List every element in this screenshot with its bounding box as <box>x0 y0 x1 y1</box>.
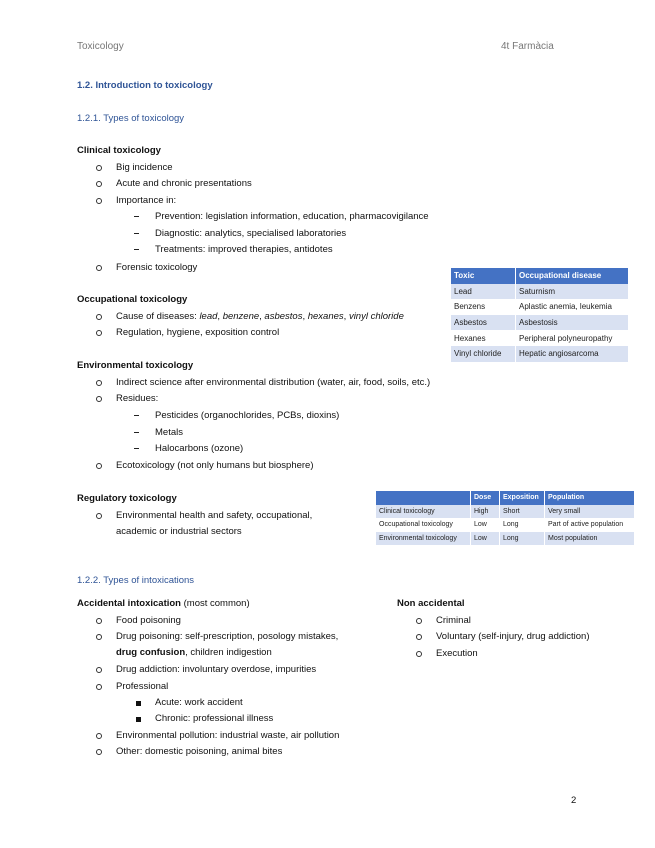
cause-item: hexanes <box>307 311 344 322</box>
drug-line-rest: , children indigestion <box>185 647 272 658</box>
bullet-circle-icon <box>96 330 102 336</box>
list-item: Drug addiction: involuntary overdose, impurities <box>116 664 317 675</box>
clinical-title: Clinical toxicology <box>77 145 161 156</box>
list-item: Diagnostic: analytics, specialised laboratories <box>155 228 347 239</box>
list-item: Acute: work accident <box>155 697 243 708</box>
subsection-title-types-of-toxicology: 1.2.1. Types of toxicology <box>77 113 185 124</box>
table-cell: Benzens <box>451 299 516 315</box>
bullet-circle-icon <box>96 165 102 171</box>
table-cell: Long <box>500 518 545 532</box>
table-row <box>451 346 628 362</box>
bullet-circle-icon <box>96 380 102 386</box>
cause-item: lead <box>199 311 218 322</box>
list-item: Environmental health and safety, occupational, <box>116 510 313 521</box>
table-cell: Occupational toxicology <box>376 518 471 532</box>
table-cell: Hepatic angiosarcoma <box>516 346 629 362</box>
bullet-circle-icon <box>416 634 422 640</box>
table-cell: Peripheral polyneuropathy <box>516 330 629 346</box>
page-number: 2 <box>571 795 577 806</box>
occupational-disease-table <box>451 268 628 362</box>
bullet-dash-icon <box>134 216 139 217</box>
bullet-dash-icon <box>134 432 139 433</box>
table-cell: Environmental toxicology <box>376 532 471 546</box>
table-cell: Aplastic anemia, leukemia <box>516 299 629 315</box>
cause-prefix: Cause of diseases: <box>116 311 200 322</box>
toxicology-comparison-table <box>376 491 635 545</box>
table-cell: Clinical toxicology <box>376 505 471 519</box>
bullet-circle-icon <box>96 684 102 690</box>
bullet-circle-icon <box>96 265 102 271</box>
cause-item: vinyl chloride <box>348 311 404 322</box>
list-item: Other: domestic poisoning, animal bites <box>116 746 283 757</box>
table-cell: Hexanes <box>451 330 516 346</box>
table-cell: Long <box>500 532 545 546</box>
list-item: Residues: <box>116 393 159 404</box>
bullet-circle-icon <box>96 181 102 187</box>
table-cell: Low <box>471 532 500 546</box>
table-cell: Part of active population <box>545 518 635 532</box>
table-cell: Asbestosis <box>516 315 629 331</box>
table-row <box>376 505 635 519</box>
environmental-title: Environmental toxicology <box>77 360 194 371</box>
list-item: Indirect science after environmental distribution (water, air, food, soils, etc.) <box>116 377 431 388</box>
subsection-title-types-of-intoxications: 1.2.2. Types of intoxications <box>77 575 195 586</box>
table-header-cell: Toxic <box>451 268 516 284</box>
bullet-circle-icon <box>96 618 102 624</box>
list-item: Metals <box>155 427 183 438</box>
header-left: Toxicology <box>77 41 124 52</box>
bullet-square-icon <box>136 701 141 706</box>
list-item: Regulation, hygiene, exposition control <box>116 327 280 338</box>
table-header-row <box>376 491 635 505</box>
table-cell: Saturnism <box>516 284 629 300</box>
bullet-circle-icon <box>96 198 102 204</box>
bullet-circle-icon <box>96 396 102 402</box>
list-item: Chronic: professional illness <box>155 713 274 724</box>
list-item-continuation: academic or industrial sectors <box>116 526 242 537</box>
accidental-title-bold: Accidental intoxication <box>77 598 181 609</box>
occupational-title: Occupational toxicology <box>77 294 188 305</box>
table-row <box>376 518 635 532</box>
list-item: Professional <box>116 681 169 692</box>
separator: , <box>217 311 223 322</box>
table-row <box>376 532 635 546</box>
table-header-cell: Population <box>545 491 635 505</box>
table-row <box>451 330 628 346</box>
separator: , <box>302 311 308 322</box>
cause-item: benzene <box>222 311 260 322</box>
cause-item: asbestos <box>264 311 303 322</box>
bullet-dash-icon <box>134 249 139 250</box>
bullet-circle-icon <box>416 618 422 624</box>
list-item: Treatments: improved therapies, antidotes <box>155 244 333 255</box>
list-item: Food poisoning <box>116 615 181 626</box>
list-item: Acute and chronic presentations <box>116 178 252 189</box>
list-item-cause-of-diseases <box>116 311 404 322</box>
list-item-continuation <box>116 647 272 658</box>
bullet-circle-icon <box>96 463 102 469</box>
table-header-row <box>451 268 628 284</box>
regulatory-title: Regulatory toxicology <box>77 493 177 504</box>
bullet-circle-icon <box>416 651 422 657</box>
separator: , <box>343 311 349 322</box>
list-item: Drug poisoning: self-prescription, posology mistakes, <box>116 631 339 642</box>
table-cell: Very small <box>545 505 635 519</box>
bullet-circle-icon <box>96 513 102 519</box>
table-row <box>451 284 628 300</box>
table-header-cell: Occupational disease <box>516 268 629 284</box>
header-right: 4t Farmàcia <box>501 41 554 52</box>
bullet-circle-icon <box>96 634 102 640</box>
table-row <box>451 299 628 315</box>
table-cell: Asbestos <box>451 315 516 331</box>
bullet-circle-icon <box>96 667 102 673</box>
table-header-cell: Exposition <box>500 491 545 505</box>
drug-confusion-bold: drug confusion <box>116 647 186 658</box>
separator: , <box>259 311 265 322</box>
list-item: Execution <box>436 648 478 659</box>
table-cell: Lead <box>451 284 516 300</box>
bullet-dash-icon <box>134 233 139 234</box>
list-item: Halocarbons (ozone) <box>155 443 244 454</box>
accidental-title <box>77 598 250 609</box>
list-item: Importance in: <box>116 195 177 206</box>
list-item: Forensic toxicology <box>116 262 198 273</box>
list-item: Criminal <box>436 615 471 626</box>
accidental-title-suffix: (most common) <box>181 598 250 609</box>
bullet-circle-icon <box>96 749 102 755</box>
table-row <box>451 315 628 331</box>
table-cell: High <box>471 505 500 519</box>
bullet-dash-icon <box>134 448 139 449</box>
list-item: Prevention: legislation information, education, pharmacovigilance <box>155 211 429 222</box>
list-item: Big incidence <box>116 162 173 173</box>
list-item: Pesticides (organochlorides, PCBs, dioxins) <box>155 410 340 421</box>
table-header-cell: Dose <box>471 491 500 505</box>
bullet-circle-icon <box>96 733 102 739</box>
non-accidental-title: Non accidental <box>397 598 465 609</box>
table-cell: Short <box>500 505 545 519</box>
bullet-dash-icon <box>134 415 139 416</box>
list-item: Voluntary (self-injury, drug addiction) <box>436 631 590 642</box>
bullet-square-icon <box>136 717 141 722</box>
bullet-circle-icon <box>96 314 102 320</box>
section-title: 1.2. Introduction to toxicology <box>77 80 213 91</box>
table-header-cell <box>376 491 471 505</box>
list-item: Ecotoxicology (not only humans but biosphere) <box>116 460 314 471</box>
table-cell: Most population <box>545 532 635 546</box>
table-cell: Vinyl chloride <box>451 346 516 362</box>
table-cell: Low <box>471 518 500 532</box>
list-item: Environmental pollution: industrial waste, air pollution <box>116 730 340 741</box>
